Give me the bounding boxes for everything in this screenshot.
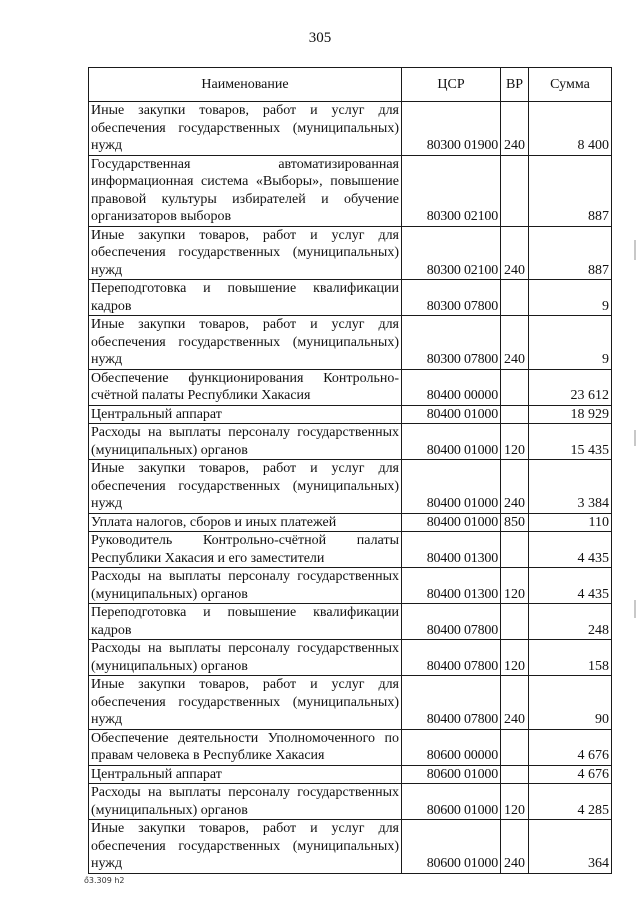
row-name: Расходы на выплаты персоналу государственных (муниципальных) органов <box>89 784 402 820</box>
row-name: Центральный аппарат <box>89 765 402 784</box>
table-row <box>89 604 612 640</box>
row-code: 80600 01000 <box>402 765 501 784</box>
budget-table <box>88 67 612 874</box>
row-name: Иные закупки товаров, работ и услуг для обеспечения государственных (муниципальных) нужд <box>89 226 402 280</box>
row-name: Расходы на выплаты персоналу государственных (муниципальных) органов <box>89 568 402 604</box>
row-vr: 240 <box>501 460 529 514</box>
row-code: 80400 01300 <box>402 532 501 568</box>
row-vr <box>501 405 529 424</box>
scan-edge-mark <box>634 600 636 618</box>
row-sum: 18 929 <box>529 405 612 424</box>
header-sum: Сумма <box>529 68 612 102</box>
row-sum: 4 285 <box>529 784 612 820</box>
table-row <box>89 784 612 820</box>
row-code: 80300 01900 <box>402 102 501 156</box>
row-code: 80400 01000 <box>402 513 501 532</box>
row-code: 80400 01000 <box>402 405 501 424</box>
table-row <box>89 405 612 424</box>
row-vr <box>501 369 529 405</box>
row-vr <box>501 280 529 316</box>
table-row <box>89 424 612 460</box>
table-row <box>89 155 612 226</box>
row-code: 80600 01000 <box>402 784 501 820</box>
scan-edge-mark <box>634 430 636 446</box>
table-row <box>89 513 612 532</box>
row-name: Иные закупки товаров, работ и услуг для обеспечения государственных (муниципальных) нужд <box>89 316 402 370</box>
row-code: 80300 02100 <box>402 155 501 226</box>
row-code: 80400 01300 <box>402 568 501 604</box>
row-name: Государственная автоматизированная информационная система «Выборы», повышение правовой культуры избирателей и обучение организаторов выборов <box>89 155 402 226</box>
table-row <box>89 676 612 730</box>
header-code: ЦСР <box>402 68 501 102</box>
row-sum: 15 435 <box>529 424 612 460</box>
row-name: Переподготовка и повышение квалификации кадров <box>89 280 402 316</box>
row-vr: 850 <box>501 513 529 532</box>
header-name: Наименование <box>89 68 402 102</box>
table-row <box>89 316 612 370</box>
table-row <box>89 226 612 280</box>
row-vr <box>501 729 529 765</box>
header-vr: ВР <box>501 68 529 102</box>
row-code: 80600 00000 <box>402 729 501 765</box>
row-name: Центральный аппарат <box>89 405 402 424</box>
row-sum: 9 <box>529 280 612 316</box>
row-name: Иные закупки товаров, работ и услуг для обеспечения государственных (муниципальных) нужд <box>89 820 402 874</box>
row-vr: 240 <box>501 102 529 156</box>
row-sum: 248 <box>529 604 612 640</box>
row-name: Расходы на выплаты персоналу государственных (муниципальных) органов <box>89 640 402 676</box>
row-name: Расходы на выплаты персоналу государственных (муниципальных) органов <box>89 424 402 460</box>
row-vr <box>501 155 529 226</box>
row-name: Уплата налогов, сборов и иных платежей <box>89 513 402 532</box>
table-row <box>89 102 612 156</box>
row-name: Иные закупки товаров, работ и услуг для обеспечения государственных (муниципальных) нужд <box>89 102 402 156</box>
footer-code: ő3.309 h2 <box>84 876 125 885</box>
page-number: 305 <box>308 30 332 46</box>
row-vr <box>501 765 529 784</box>
row-vr <box>501 532 529 568</box>
table-row <box>89 369 612 405</box>
row-vr: 120 <box>501 424 529 460</box>
row-vr: 120 <box>501 784 529 820</box>
row-name: Иные закупки товаров, работ и услуг для обеспечения государственных (муниципальных) нужд <box>89 460 402 514</box>
table-row <box>89 532 612 568</box>
row-name: Переподготовка и повышение квалификации кадров <box>89 604 402 640</box>
scan-edge-mark <box>634 240 636 260</box>
table-row <box>89 640 612 676</box>
row-sum: 23 612 <box>529 369 612 405</box>
table-body <box>89 102 612 874</box>
row-vr: 240 <box>501 226 529 280</box>
row-vr: 120 <box>501 640 529 676</box>
row-name: Обеспечение деятельности Уполномоченного по правам человека в Республике Хакасия <box>89 729 402 765</box>
row-vr: 120 <box>501 568 529 604</box>
row-vr: 240 <box>501 676 529 730</box>
row-code: 80400 00000 <box>402 369 501 405</box>
row-sum: 364 <box>529 820 612 874</box>
row-vr: 240 <box>501 316 529 370</box>
row-code: 80400 01000 <box>402 460 501 514</box>
row-code: 80300 02100 <box>402 226 501 280</box>
row-sum: 887 <box>529 226 612 280</box>
table-row <box>89 820 612 874</box>
row-code: 80400 07800 <box>402 604 501 640</box>
table-row <box>89 280 612 316</box>
table-row <box>89 765 612 784</box>
row-sum: 4 676 <box>529 765 612 784</box>
table-header-row <box>89 68 612 102</box>
table-row <box>89 568 612 604</box>
table-row <box>89 729 612 765</box>
row-code: 80400 07800 <box>402 640 501 676</box>
row-sum: 158 <box>529 640 612 676</box>
row-sum: 9 <box>529 316 612 370</box>
row-code: 80300 07800 <box>402 316 501 370</box>
row-sum: 887 <box>529 155 612 226</box>
row-vr <box>501 604 529 640</box>
row-sum: 4 435 <box>529 568 612 604</box>
row-sum: 8 400 <box>529 102 612 156</box>
row-name: Обеспечение функционирования Контрольно-счётной палаты Республики Хакасия <box>89 369 402 405</box>
row-code: 80300 07800 <box>402 280 501 316</box>
row-vr: 240 <box>501 820 529 874</box>
table-row <box>89 460 612 514</box>
row-name: Руководитель Контрольно-счётной палаты Республики Хакасия и его заместители <box>89 532 402 568</box>
row-sum: 4 435 <box>529 532 612 568</box>
row-sum: 90 <box>529 676 612 730</box>
row-sum: 4 676 <box>529 729 612 765</box>
row-code: 80600 01000 <box>402 820 501 874</box>
row-code: 80400 07800 <box>402 676 501 730</box>
row-sum: 3 384 <box>529 460 612 514</box>
row-name: Иные закупки товаров, работ и услуг для обеспечения государственных (муниципальных) нужд <box>89 676 402 730</box>
row-code: 80400 01000 <box>402 424 501 460</box>
row-sum: 110 <box>529 513 612 532</box>
